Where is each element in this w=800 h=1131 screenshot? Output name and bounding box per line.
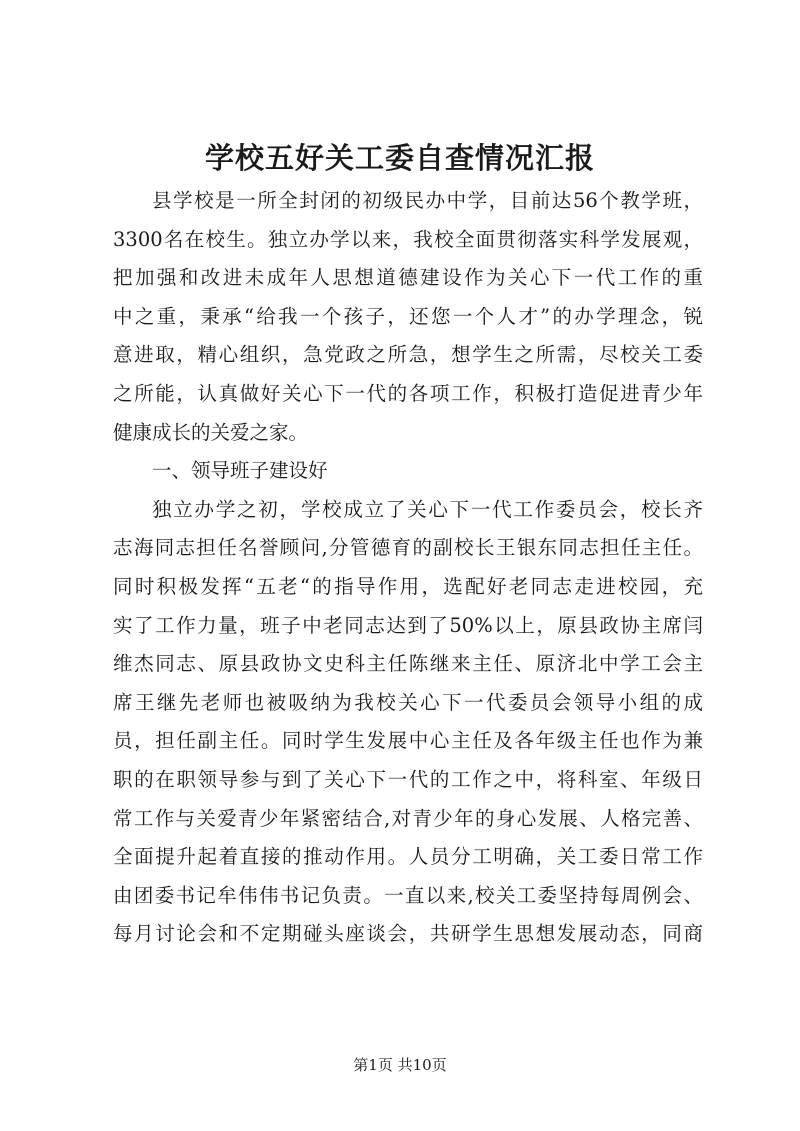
body-line: 职的在职领导参与到了关心下一代的工作之中，将科室、年级日 bbox=[113, 767, 703, 791]
body-line: 健康成长的关爱之家。 bbox=[113, 420, 309, 444]
body-line: 志海同志担任名誉顾问,分管德育的副校长王银东同志担任主任。 bbox=[113, 536, 703, 560]
body-line: 中之重，秉承“给我一个孩子，还您一个人才”的办学理念，锐 bbox=[113, 304, 703, 328]
body-line: 3300名在校生。独立办学以来，我校全面贯彻落实科学发展观， bbox=[113, 227, 703, 251]
body-line: 县学校是一所全封闭的初级民办中学，目前达56个教学班， bbox=[152, 189, 703, 212]
body-line: 意进取，精心组织，急党政之所急，想学生之所需，尽校关工委 bbox=[113, 343, 703, 367]
body-line: 把加强和改进未成年人思想道德建设作为关心下一代工作的重 bbox=[113, 266, 703, 290]
body-line: 实了工作力量，班子中老同志达到了50%以上，原县政协主席闫 bbox=[113, 613, 703, 637]
body-line: 由团委书记牟伟伟书记负责。一直以来,校关工委坚持每周例会、 bbox=[113, 883, 703, 907]
body-line: 独立办学之初，学校成立了关心下一代工作委员会，校长齐 bbox=[152, 497, 703, 521]
body-line: 每月讨论会和不定期碰头座谈会，共研学生思想发展动态，同商 bbox=[113, 922, 703, 946]
body-line: 席王继先老师也被吸纳为我校关心下一代委员会领导小组的成 bbox=[113, 690, 703, 714]
body-line: 一、领导班子建设好 bbox=[152, 459, 328, 483]
body-line: 维杰同志、原县政协文史科主任陈继来主任、原济北中学工会主 bbox=[113, 652, 703, 676]
body-line: 员，担任副主任。同时学生发展中心主任及各年级主任也作为兼 bbox=[113, 729, 703, 753]
document-title: 学校五好关工委自查情况汇报 bbox=[204, 141, 595, 175]
document-body bbox=[113, 182, 703, 954]
body-line: 同时积极发挥“五老“的指导作用，选配好老同志走进校园，充 bbox=[113, 574, 703, 598]
page-footer: 第1页 共10页 bbox=[353, 1056, 447, 1074]
body-line: 之所能，认真做好关心下一代的各项工作，积极打造促进青少年 bbox=[113, 381, 703, 405]
body-line: 全面提升起着直接的推动作用。人员分工明确，关工委日常工作 bbox=[113, 845, 703, 869]
body-line: 常工作与关爱青少年紧密结合,对青少年的身心发展、人格完善、 bbox=[113, 806, 703, 830]
